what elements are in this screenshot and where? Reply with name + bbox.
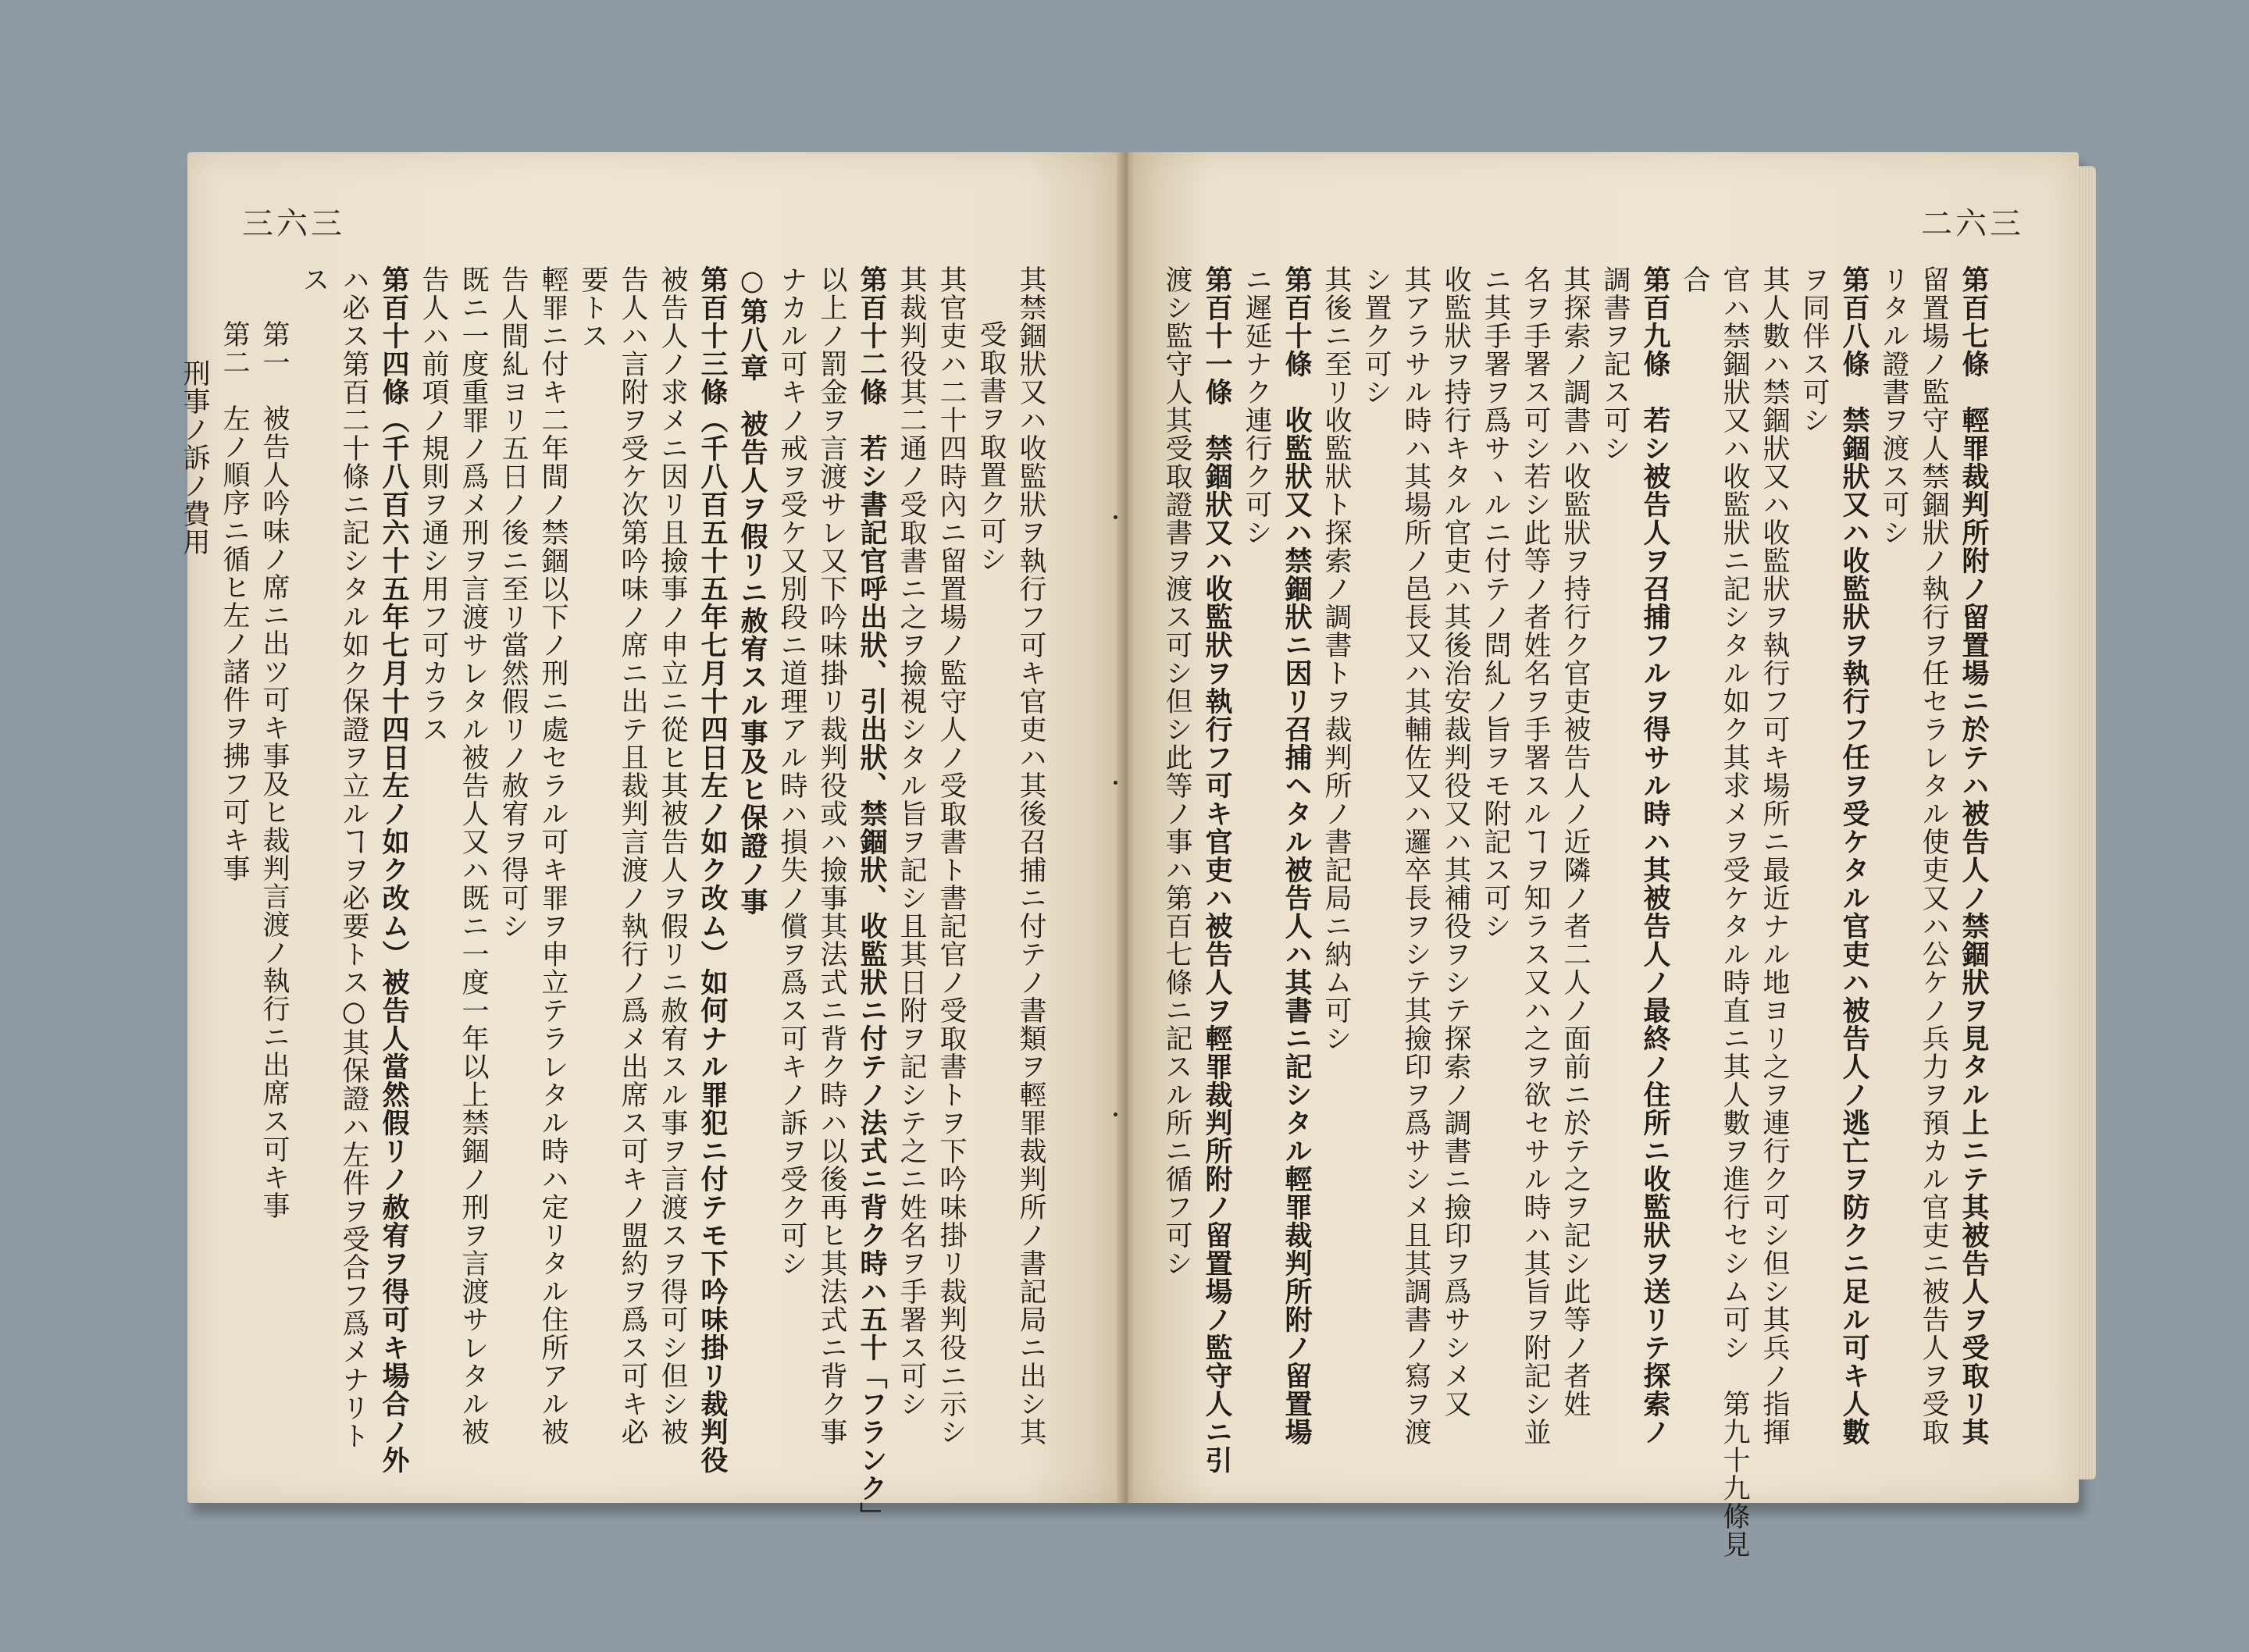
text-column: ハ必ス第百二十條ニ記シタル如ク保證ヲ立ルヿヲ必要トス○其保證ハ左件ヲ受合フ爲メナリト — [338, 265, 369, 1450]
article-heading: 第百十三條（千八百五十五年七月十四日左ノ如ク改ム）如何ナル罪犯ニ付テモ下吟味掛リ裁判役 — [697, 265, 728, 1474]
text-column: 以上ノ罰金ヲ言渡サレ又下吟味掛リ裁判役或ハ撿事其法式ニ背ク時ハ以後再ヒ其法式ニ背ク事 — [816, 265, 847, 1446]
page-edges — [2077, 166, 2096, 1479]
text-column: 其人數ハ禁錮狀又ハ收監狀ヲ執行フ可キ場所ニ最近ナル地ヨリ之ヲ連行ク可シ但シ其兵ノ指揮 — [1759, 265, 1790, 1446]
article-heading: 第百七條 輕罪裁判所附ノ留置場ニ於テハ被告人ノ禁錮狀ヲ見タル上ニテ其被告人ヲ受取リ其 — [1958, 265, 1989, 1446]
article-heading: 第百十四條（千八百六十五年七月十四日左ノ如ク改ム）被告人當然假リノ赦宥ヲ得可キ場合ノ外 — [378, 265, 409, 1474]
text-column: ス — [298, 265, 330, 294]
list-item: 第二 左ノ順序ニ循ヒ左ノ諸件ヲ拂フ可キ事 — [219, 320, 250, 882]
text-column: 其アラサル時ハ其場所ノ邑長又ハ其輔佐又ハ邏卒長ヲシテ其撿印ヲ爲サシメ且其調書ノ寫ヲ渡 — [1400, 265, 1431, 1446]
article-heading: 第百十條 收監狀又ハ禁錮狀ニ因リ召捕ヘタル被告人ハ其書ニ記シタル輕罪裁判所附ノ留置場 — [1281, 265, 1312, 1446]
right-page — [1134, 152, 2079, 1558]
text-column: 告人間糺ヨリ五日ノ後ニ至リ當然假リノ赦宥ヲ得可シ — [497, 265, 529, 940]
right-page-text — [1157, 265, 1993, 1558]
text-column: 既ニ一度重罪ノ爲メ刑ヲ言渡サレタル被告人又ハ既ニ一度一年以上禁錮ノ刑ヲ言渡サレタル被 — [458, 265, 489, 1446]
list-item: 第一 被告人吟味ノ席ニ出ツ可キ事及ヒ裁判言渡ノ執行ニ出席ス可キ事 — [258, 320, 290, 1219]
text-column: 其裁判役其二通ノ受取書ニ之ヲ撿視シタル旨ヲ記シ且其日附ヲ記シテ之ニ姓名ヲ手署ス可シ — [896, 265, 927, 1418]
text-column: 告人ハ前項ノ規則ヲ通シ用フ可カラス — [418, 265, 449, 743]
text-column: 其後ニ至リ收監狀ト探索ノ調書トヲ裁判所ノ書記局ニ納ム可シ — [1321, 265, 1352, 1052]
text-column: 調書ヲ記ス可シ — [1599, 265, 1631, 462]
text-column: 其官吏ハ二十四時內ニ留置場ノ監守人ノ受取書ト書記官ノ受取書トヲ下吟味掛リ裁判役ニ示シ — [936, 265, 967, 1446]
text-column: ナカル可キノ戒ヲ受ケ又別段ニ道理アル時ハ損失ノ償ヲ爲ス可キノ訴ヲ受ク可シ — [776, 265, 807, 1277]
text-column: 合 — [1679, 265, 1710, 294]
text-column: 其禁錮狀又ハ收監狀ヲ執行フ可キ官吏ハ其後召捕ニ付テノ書類ヲ輕罪裁判所ノ書記局ニ出シ其 — [1015, 265, 1046, 1446]
right-page-number: 二六三 — [1921, 206, 2024, 242]
article-heading: 第百八條 禁錮狀又ハ收監狀ヲ執行フ任ヲ受ケタル官吏ハ被告人ノ逃亡ヲ防クニ足ル可キ人數 — [1838, 265, 1869, 1446]
text-column: 渡シ監守人其受取證書ヲ渡ス可シ但シ此等ノ事ハ第百七條ニ記スル所ニ循フ可シ — [1161, 265, 1192, 1277]
binding-hole — [1114, 515, 1117, 519]
left-page-number: 三六三 — [242, 206, 345, 242]
text-column: 受取書ヲ取置ク可シ — [975, 320, 1007, 573]
text-column: 被告人ノ求メニ因リ且撿事ノ申立ニ從ヒ其被告人ヲ假リニ赦宥スル事ヲ言渡スヲ得可シ但シ被 — [657, 265, 688, 1446]
list-item: 刑事ノ訴ノ費用 — [179, 359, 210, 556]
text-column: 告人ハ言附ヲ受ケ次第吟味ノ席ニ出テ且裁判言渡ノ執行ノ爲メ出席ス可キノ盟約ヲ爲ス可キ必 — [617, 265, 648, 1446]
article-heading: 第百十二條 若シ書記官呼出狀、引出狀、禁錮狀、收監狀ニ付テノ法式ニ背ク時ハ五十「フランク」 — [856, 265, 887, 1530]
text-column: 其探索ノ調書ハ收監狀ヲ持行ク官吏被告人ノ近隣ノ者二人ノ面前ニ於テ之ヲ記シ此等ノ者姓 — [1559, 265, 1591, 1418]
text-column: ニ遲延ナク連行ク可シ — [1241, 265, 1272, 547]
chapter-heading: ○第八章 被告人ヲ假リニ赦宥スル事及ヒ保證ノ事 — [736, 265, 768, 916]
left-page — [179, 152, 1121, 1530]
article-heading: 第百十一條 禁錮狀又ハ收監狀ヲ執行フ可キ官吏ハ被告人ヲ輕罪裁判所附ノ留置場ノ監守人ニ引 — [1201, 265, 1232, 1474]
binding-hole — [1114, 781, 1117, 785]
text-column: リタル證書ヲ渡ス可シ — [1878, 265, 1909, 547]
open-book — [179, 152, 2077, 1558]
left-page-text — [174, 265, 1050, 1530]
article-heading: 第百九條 若シ被告人ヲ召捕フルヲ得サル時ハ其被告人ノ最終ノ住所ニ收監狀ヲ送リテ探索ノ — [1639, 265, 1670, 1446]
text-column: 要トス — [577, 265, 608, 350]
text-column: 名ヲ手署ス可シ若シ此等ノ者姓名ヲ手署スルヿヲ知ラス又ハ之ヲ欲セサル時ハ其旨ヲ附記シ並 — [1520, 265, 1551, 1446]
text-column: 留置場ノ監守人禁錮狀ノ執行ヲ任セラレタル使吏又ハ公ケノ兵力ヲ預カル官吏ニ被告人ヲ受取 — [1918, 265, 1949, 1446]
text-column: 收監狀ヲ持行キタル官吏ハ其後治安裁判役又ハ其補役ヲシテ探索ノ調書ニ撿印ヲ爲サシメ又 — [1440, 265, 1471, 1418]
text-column: ニ其手署ヲ爲サヽルニ付テノ問糺ノ旨ヲモ附記ス可シ — [1480, 265, 1511, 940]
text-column: シ置ク可シ — [1360, 265, 1392, 406]
text-column: ヲ同伴ス可シ — [1798, 265, 1830, 434]
binding-hole — [1114, 1113, 1117, 1116]
text-column: 官ハ禁錮狀又ハ收監狀ニ記シタル如ク其求メヲ受ケタル時直ニ其人數ヲ進行セシム可シ 第九十九條見 — [1719, 265, 1750, 1558]
text-column: 輕罪ニ付キ二年間ノ禁錮以下ノ刑ニ處セラル可キ罪ヲ申立テラレタル時ハ定リタル住所アル被 — [537, 265, 568, 1446]
